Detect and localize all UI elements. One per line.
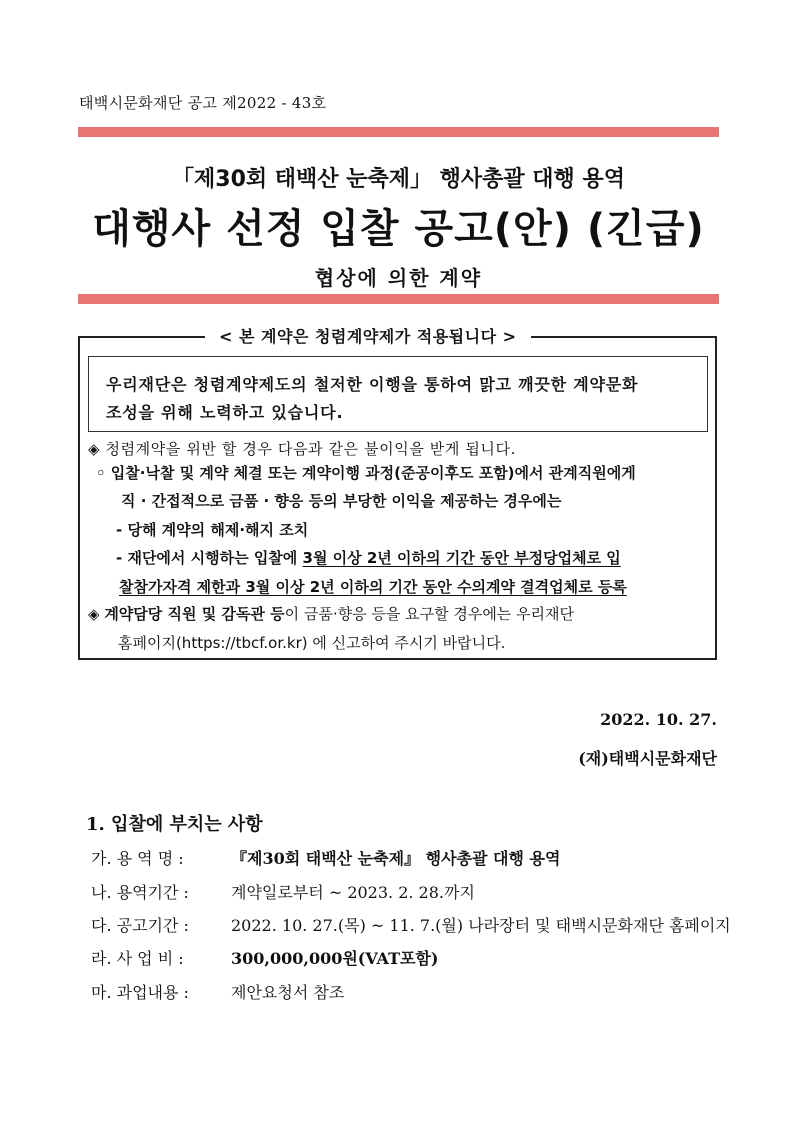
document-subtitle: 「제30회 태백산 눈축제」 행사총괄 대행 용역 bbox=[172, 167, 625, 192]
section-title: 1. 입찰에 부치는 사항 bbox=[86, 814, 263, 835]
notice-line bbox=[88, 603, 574, 624]
bid-item-budget bbox=[91, 946, 438, 969]
bid-item-label: 라. 사 업 비 : bbox=[91, 949, 184, 968]
bid-item-value: 2022. 10. 27.(목) ~ 11. 7.(월) 나라장터 및 태백시문화재단 홈페이지 bbox=[231, 916, 731, 935]
bid-item-value: 제안요청서 참조 bbox=[231, 983, 345, 1002]
notice-line: ◦ 입찰·낙찰 및 계약 체결 또는 계약이행 과정(준공이후도 포함)에서 관계직원에게 bbox=[96, 464, 636, 482]
bid-item-label: 나. 용역기간 : bbox=[91, 883, 189, 902]
issue-date: 2022. 10. 27. bbox=[600, 710, 717, 729]
notice-line-emphasis: 계약담당 직원 및 감독관 등 bbox=[104, 605, 285, 623]
issuing-organization: (재)태백시문화재단 bbox=[578, 749, 717, 768]
bid-item-service-period bbox=[91, 880, 475, 903]
integrity-notice-heading: < 본 계약은 청렴계약제가 적용됩니다 > bbox=[205, 324, 531, 347]
notice-line bbox=[116, 547, 621, 568]
notice-line: 홈페이지(https://tbcf.or.kr) 에 신고하여 주시기 바랍니다. bbox=[118, 634, 506, 652]
header-divider-bottom bbox=[78, 294, 719, 304]
notice-line-prefix: - 재단에서 시행하는 입찰에 bbox=[116, 549, 303, 567]
bid-item-value: 『제30회 태백산 눈축제』 행사총괄 대행 용역 bbox=[231, 849, 561, 868]
header-divider-top bbox=[78, 127, 719, 137]
notice-line-underlined: 3월 이상 2년 이하의 기간 동안 부정당업체로 입 bbox=[302, 549, 621, 567]
bid-item-label: 마. 과업내용 : bbox=[91, 983, 189, 1002]
notice-line: 직 · 간접적으로 금품 · 향응 등의 부당한 이익을 제공하는 경우에는 bbox=[121, 492, 562, 510]
document-number: 태백시문화재단 공고 제2022 - 43호 bbox=[79, 94, 327, 112]
bid-item-value: 300,000,000원(VAT포함) bbox=[231, 949, 439, 968]
notice-line: - 당해 계약의 해제·해지 조치 bbox=[116, 521, 309, 539]
notice-line: ◈ 청렴계약을 위반 할 경우 다음과 같은 불이익을 받게 됩니다. bbox=[88, 440, 516, 458]
bid-item-label: 다. 공고기간 : bbox=[91, 916, 189, 935]
bid-item-notice-period bbox=[91, 913, 731, 936]
diamond-bullet: ◈ bbox=[88, 605, 105, 623]
bid-item-label: 가. 용 역 명 : bbox=[91, 849, 184, 868]
contract-type: 협상에 의한 계약 bbox=[314, 266, 483, 290]
integrity-intro-line: 우리재단은 청렴계약제도의 철저한 이행을 통하여 맑고 깨끗한 계약문화 bbox=[106, 375, 639, 394]
notice-line-rest: 이 금품·향응 등을 요구할 경우에는 우리재단 bbox=[284, 605, 575, 623]
integrity-intro-line: 조성을 위해 노력하고 있습니다. bbox=[106, 403, 344, 422]
notice-line-underlined: 찰참가자격 제한과 3월 이상 2년 이하의 기간 동안 수의계약 결격업체로 등록 bbox=[119, 578, 627, 596]
bid-item-service-name bbox=[91, 846, 560, 869]
bid-item-scope bbox=[91, 980, 344, 1003]
bid-item-value: 계약일로부터 ~ 2023. 2. 28.까지 bbox=[231, 883, 475, 902]
document-title: 대행사 선정 입찰 공고(안) (긴급) bbox=[92, 206, 705, 252]
